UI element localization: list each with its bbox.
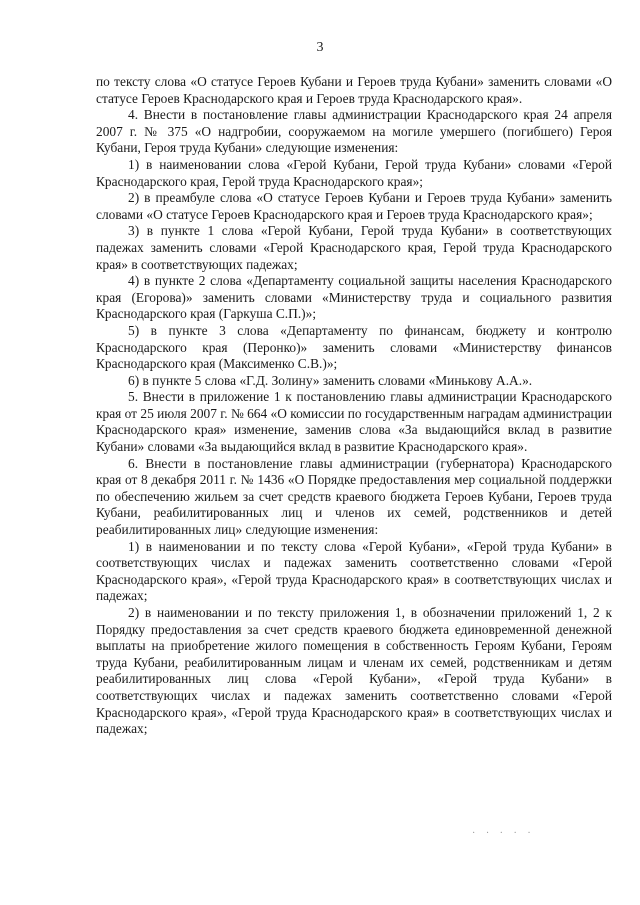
paragraph-item-6-1: 1) в наименовании и по тексту слова «Герой Кубани», «Герой труда Кубани» в соответствующих числах и падежах заменить соответственно словами «Герой Краснодарского края», «Герой труда Краснодарского края» в соответствующих числах и падежах; [96, 538, 612, 604]
paragraph-item-4: 4. Внести в постановление главы администрации Краснодарского края 24 апреля 2007 г. № 375 «О надгробии, сооружаемом на могиле умершего (погибшего) Героя Кубани, Героя труда Кубани» следующие изменения: [96, 107, 612, 156]
paragraph-item-4-2: 2) в преамбуле слова «О статусе Героев Кубани и Героев труда Кубани» заменить словами «О статусе Героев Краснодарского края и Героев труда Краснодарского края»; [96, 190, 612, 222]
scan-artifact-dots: · · · · · [472, 828, 535, 839]
paragraph-item-6: 6. Внести в постановление главы администрации (губернатора) Краснодарского края от 8 декабря 2011 г. № 1436 «О Порядке предоставления мер социальной поддержки по обеспечению жильем за счет средств краевого бюджета Героев Кубани, Героев труда Кубани, реабилитированных лиц и членов их семей, родственников и детей реабилитированных лиц» следующие изменения: [96, 455, 612, 538]
paragraph-item-4-4: 4) в пункте 2 слова «Департаменту социальной защиты населения Краснодарского края (Егорова)» заменить словами «Министерству труда и социального развития Краснодарского края (Гаркуша С.П.)»; [96, 273, 612, 322]
paragraph-item-4-1: 1) в наименовании слова «Герой Кубани, Герой труда Кубани» словами «Герой Краснодарского края, Герой труда Краснодарского края»; [96, 156, 612, 189]
paragraph-item-4-5: 5) в пункте 3 слова «Департаменту по финансам, бюджету и контролю Краснодарского края (Перонко)» заменить словами «Министерству финансов Краснодарского края (Максименко С.В.)»; [96, 322, 612, 372]
paragraph-item-4-3: 3) в пункте 1 слова «Герой Кубани, Герой труда Кубани» в соответствующих падежах заменить словами «Герой Краснодарского края, Герой труда Краснодарского края» в соответствующих падежах; [96, 223, 612, 272]
paragraph-item-4-6: 6) в пункте 5 слова «Г.Д. Золину» заменить словами «Минькову А.А.». [128, 372, 533, 388]
document-body [96, 74, 612, 738]
paragraph-continuation: по тексту слова «О статусе Героев Кубани и Героев труда Кубани» заменить словами «О статусе Героев Краснодарского края и Героев труда Краснодарского края». [96, 74, 612, 106]
paragraph-item-5: 5. Внести в приложение 1 к постановлению главы администрации Краснодарского края от 25 июля 2007 г. № 664 «О комиссии по государственным наградам администрации Краснодарского края» изменение, заменив слова «За выдающийся вклад в развитие Кубани» словами «За выдающийся вклад в развитие Краснодарского края». [96, 389, 612, 455]
paragraph-item-6-2: 2) в наименовании и по тексту приложения 1, в обозначении приложений 1, 2 к Порядку предоставления за счет средств краевого бюджета единовременной денежной выплаты на приобретение жилого помещения в собственность Героям Кубани, Героям труда Кубани, реабилитированным лицам и членам их семей, родственникам и детям реабилитированных лиц слова «Герой Кубани», «Герой труда Кубани» в соответствующих числах и падежах заменить соответственно словами «Герой Краснодарского края», «Герой труда Краснодарского края» в соответствующих числах и падежах; [96, 605, 612, 737]
page-number: 3 [316, 40, 324, 55]
